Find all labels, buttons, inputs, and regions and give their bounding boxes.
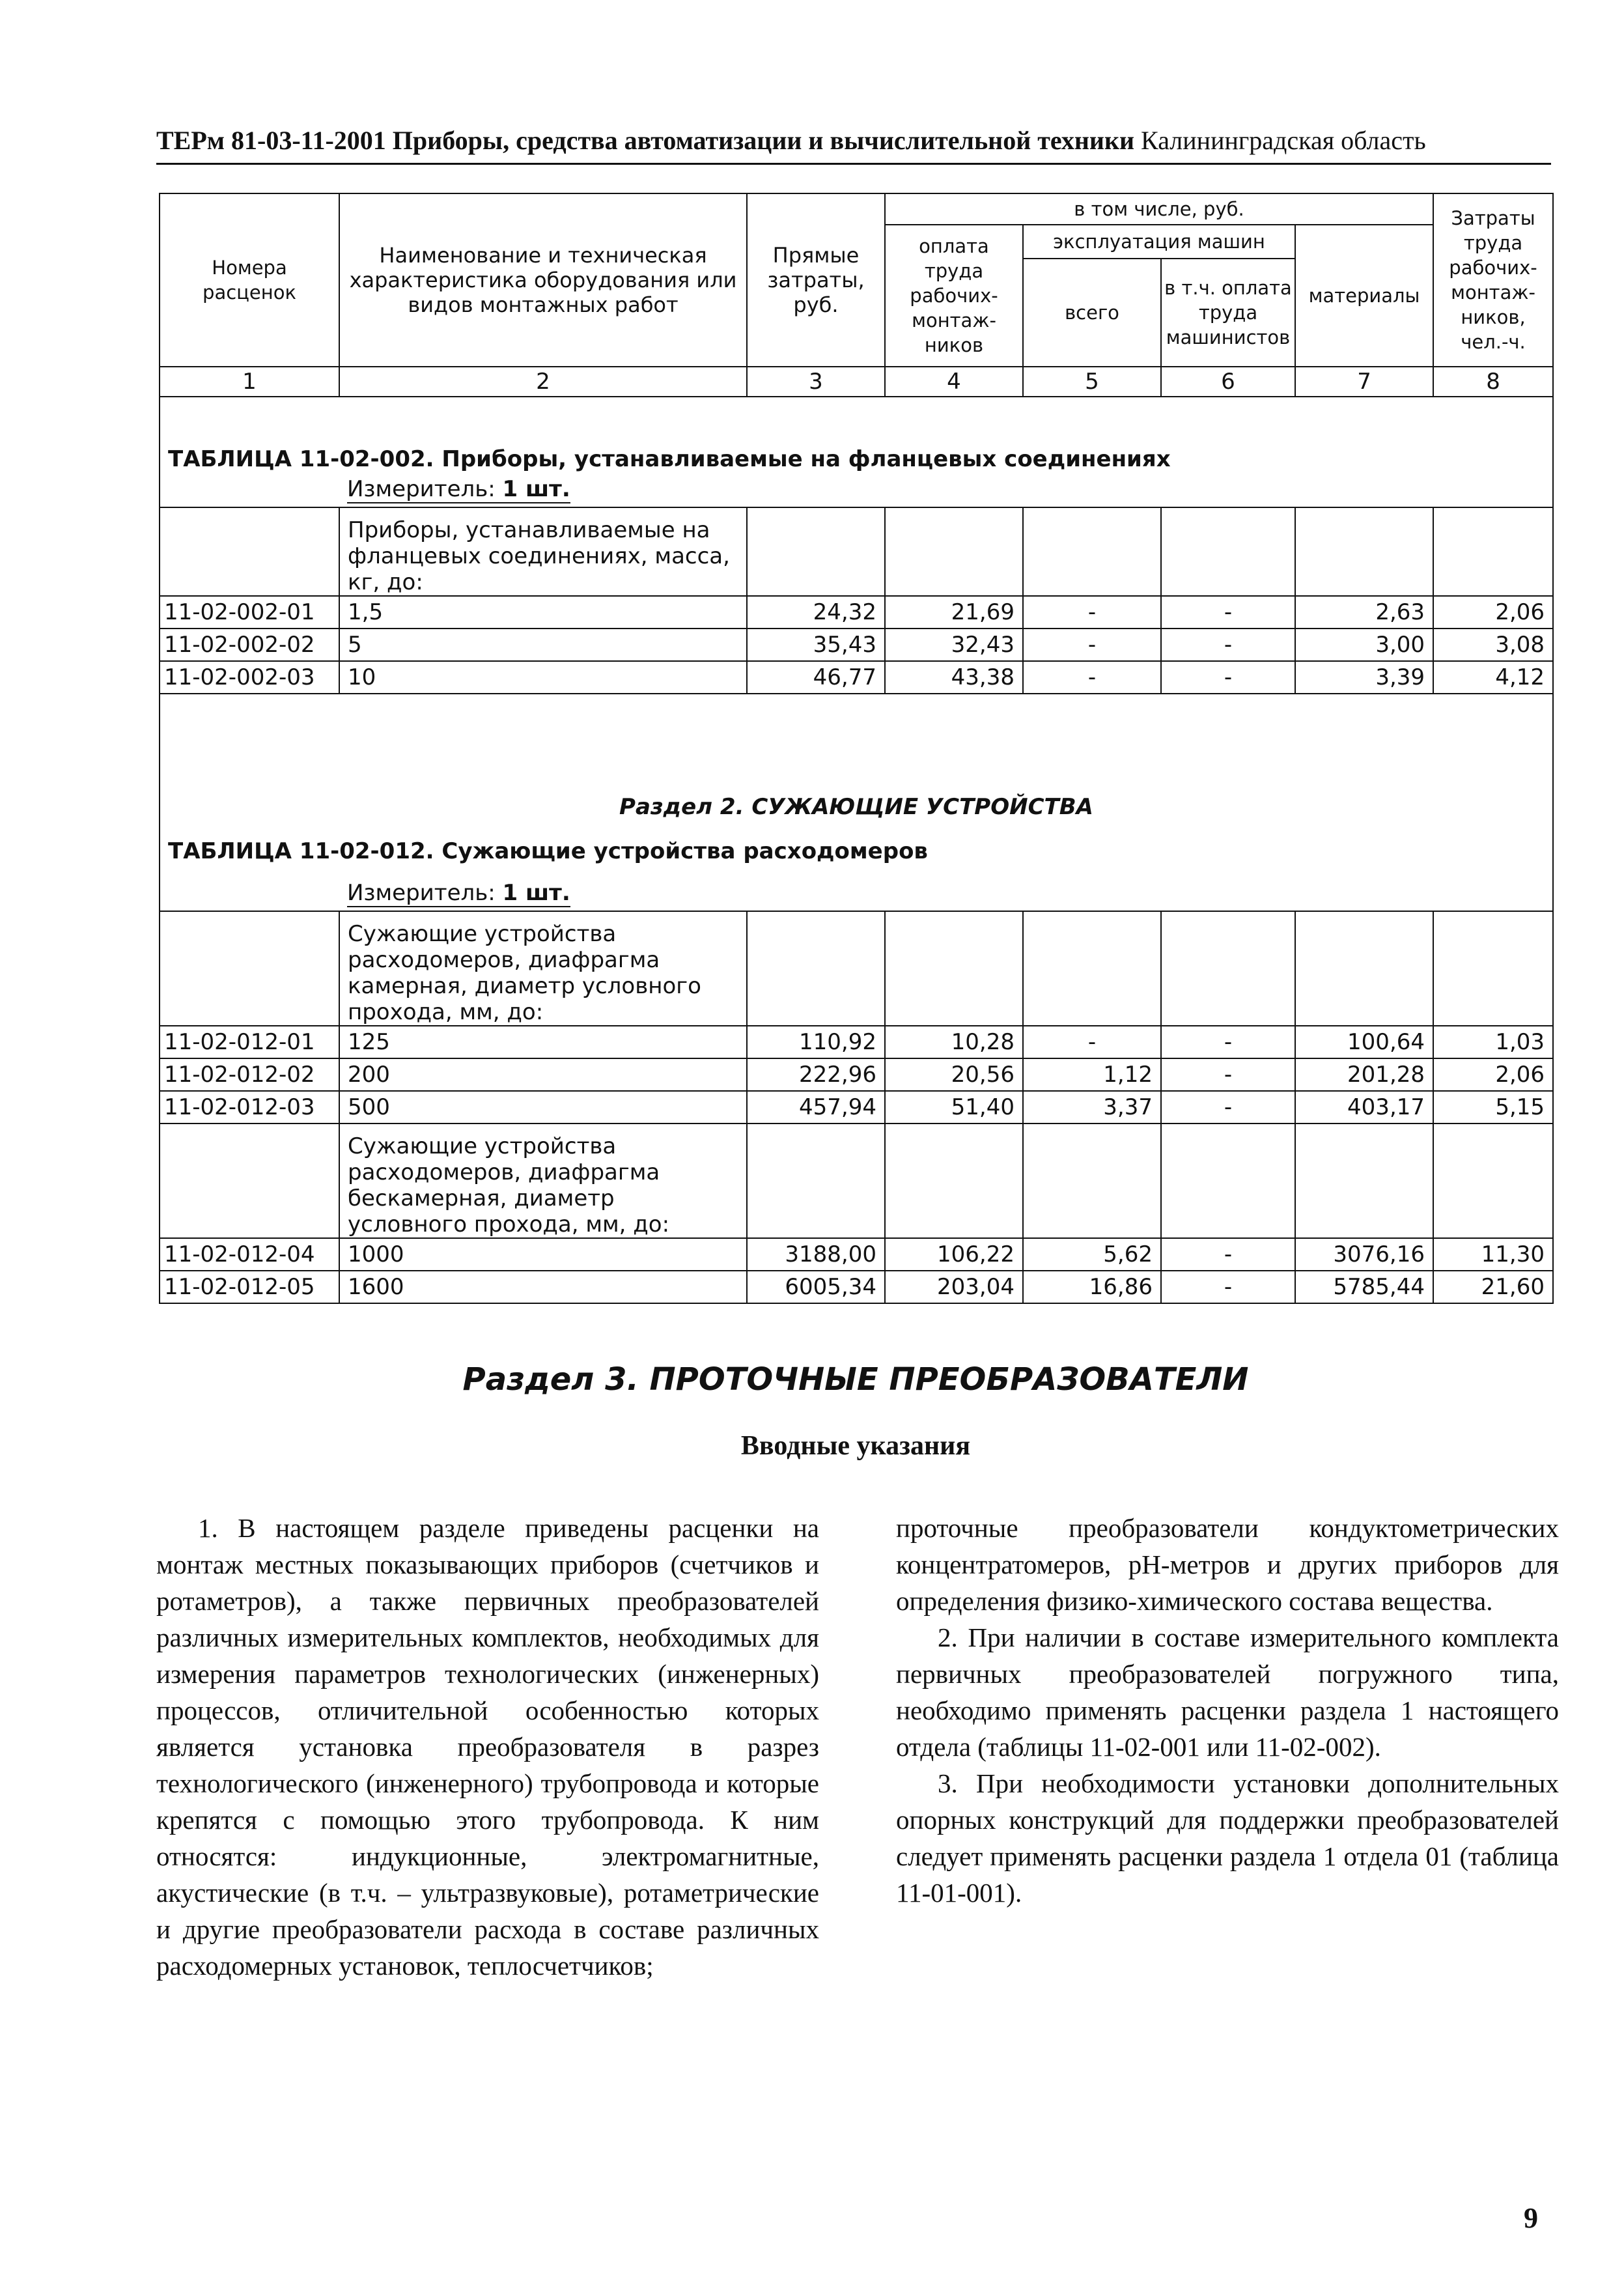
rate-machines: - (1023, 596, 1161, 629)
table2-description1: Сужающие устройства расходомеров, диафрагма камерная, диаметр условного прохода, мм, до: (339, 911, 747, 1026)
rate-hours: 3,08 (1433, 629, 1553, 661)
rate-code: 11-02-002-02 (160, 629, 339, 661)
measure-value: 1 шт. (502, 879, 570, 906)
header-code: ТЕРм 81-03-11-2001 (156, 126, 386, 155)
rate-hours: 11,30 (1433, 1238, 1553, 1271)
rate-materials: 5785,44 (1295, 1271, 1433, 1303)
empty-cell (1023, 1124, 1161, 1238)
empty-cell (1433, 911, 1553, 1026)
text-column-right (896, 1510, 1559, 1911)
rate-labor: 106,22 (885, 1238, 1023, 1271)
rate-code: 11-02-012-01 (160, 1026, 339, 1058)
header-title: Приборы, средства автоматизации и вычислительной техники (392, 126, 1135, 155)
desc-empty-code (160, 507, 339, 596)
measure-value: 1 шт. (502, 475, 570, 502)
rate-machines: 3,37 (1023, 1091, 1161, 1124)
page-header (156, 125, 1550, 156)
table-row (160, 1091, 1553, 1124)
col-num: 6 (1161, 367, 1295, 397)
rate-name: 1,5 (339, 596, 747, 629)
page-number: 9 (1524, 2202, 1538, 2234)
col-num: 1 (160, 367, 339, 397)
rate-machines: - (1023, 629, 1161, 661)
table-row (160, 596, 1553, 629)
head-col-hours: Затраты труда рабочих-монтаж-ников, чел.-ч. (1433, 193, 1553, 367)
empty-cell (1433, 1124, 1553, 1238)
section3-title: Раздел 3. ПРОТОЧНЫЕ ПРЕОБРАЗОВАТЕЛИ (462, 1361, 1249, 1398)
rate-machines: 5,62 (1023, 1238, 1161, 1271)
rate-direct: 222,96 (747, 1058, 885, 1091)
rate-materials: 403,17 (1295, 1091, 1433, 1124)
rate-direct: 35,43 (747, 629, 885, 661)
rate-hours: 1,03 (1433, 1026, 1553, 1058)
table-row (160, 1238, 1553, 1271)
rate-labor: 32,43 (885, 629, 1023, 661)
table2-title: ТАБЛИЦА 11-02-012. Сужающие устройства расходомеров (160, 827, 1553, 876)
rate-machines: 16,86 (1023, 1271, 1161, 1303)
rate-machinist: - (1161, 596, 1295, 629)
rate-labor: 20,56 (885, 1058, 1023, 1091)
rate-materials: 201,28 (1295, 1058, 1433, 1091)
rate-name: 125 (339, 1026, 747, 1058)
rate-materials: 3076,16 (1295, 1238, 1433, 1271)
table1-meas-spacer (160, 472, 339, 507)
empty-cell (1161, 1124, 1295, 1238)
paragraph-1: 1. В настоящем разделе приведены расценки на монтаж местных показывающих приборов (счетчиков и ротаметров), а также первичных преобразователей различных измерительных комплектов, необходимых для измерения параметров технологических (инженерных) процессов, отличительной особенностью которых является установка преобразователя в разрез технологического (инженерного) трубопровода и которые крепятся с помощью этого трубопровода. К ним относятся: индукционные, электромагнитные, акустические (в т.ч. – ультразвуковые), ротаметрические и другие преобразователи расхода в составе различных расходомерных установок, теплосчетчиков; (156, 1513, 819, 1981)
table2-description2: Сужающие устройства расходомеров, диафрагма бескамерная, диаметр условного прохода, мм, до: (339, 1124, 747, 1238)
text-column-left (156, 1510, 819, 1984)
head-col-materials: материалы (1295, 225, 1433, 367)
table-row (160, 629, 1553, 661)
rate-labor: 203,04 (885, 1271, 1023, 1303)
empty-cell (885, 911, 1023, 1026)
table1-measure (339, 472, 1553, 507)
rate-code: 11-02-002-01 (160, 596, 339, 629)
col-num: 8 (1433, 367, 1553, 397)
rate-machines: - (1023, 661, 1161, 694)
empty-cell (1023, 507, 1161, 596)
rate-name: 1600 (339, 1271, 747, 1303)
table-row (160, 1026, 1553, 1058)
col-num: 4 (885, 367, 1023, 397)
col-num: 3 (747, 367, 885, 397)
rate-materials: 3,39 (1295, 661, 1433, 694)
rate-labor: 51,40 (885, 1091, 1023, 1124)
rate-hours: 4,12 (1433, 661, 1553, 694)
rate-hours: 2,06 (1433, 1058, 1553, 1091)
head-col-name: Наименование и техническая характеристика оборудования или видов монтажных работ (339, 193, 747, 367)
empty-cell (1433, 507, 1553, 596)
rate-machinist: - (1161, 661, 1295, 694)
head-col-direct: Прямые затраты, руб. (747, 193, 885, 367)
empty-cell (1295, 507, 1433, 596)
measure-label: Измеритель: (347, 475, 496, 502)
rate-direct: 46,77 (747, 661, 885, 694)
empty-cell (747, 1124, 885, 1238)
rate-materials: 2,63 (1295, 596, 1433, 629)
rate-machinist: - (1161, 629, 1295, 661)
rate-machines: - (1023, 1026, 1161, 1058)
table2-meas-spacer (160, 876, 339, 911)
rate-machines: 1,12 (1023, 1058, 1161, 1091)
head-including: в том числе, руб. (885, 193, 1433, 225)
paragraph-3: 3. При необходимости установки дополнительных опорных конструкций для поддержки преобразователей следует применять расценки раздела 1 отдела 01 (таблица 11-01-001). (896, 1768, 1559, 1908)
header-region: Калининградская область (1141, 126, 1426, 155)
rate-name: 5 (339, 629, 747, 661)
rate-name: 500 (339, 1091, 747, 1124)
rate-materials: 100,64 (1295, 1026, 1433, 1058)
head-col-labor: оплата труда рабочих-монтаж-ников (885, 225, 1023, 367)
rate-name: 200 (339, 1058, 747, 1091)
rate-direct: 3188,00 (747, 1238, 885, 1271)
empty-cell (1295, 1124, 1433, 1238)
table1-description: Приборы, устанавливаемые на фланцевых соединениях, масса, кг, до: (339, 507, 747, 596)
table-row (160, 661, 1553, 694)
empty-cell (885, 1124, 1023, 1238)
col-num: 2 (339, 367, 747, 397)
table-row (160, 1058, 1553, 1091)
paragraph-2: 2. При наличии в составе измерительного комплекта первичных преобразователей погружного типа, необходимо применять расценки раздела 1 настоящего отдела (таблицы 11-02-001 или 11-02-002). (896, 1622, 1559, 1762)
head-col-total: всего (1023, 259, 1161, 367)
table2-measure (339, 876, 1553, 911)
empty-cell (747, 911, 885, 1026)
table-row (160, 1271, 1553, 1303)
rate-direct: 6005,34 (747, 1271, 885, 1303)
rate-direct: 24,32 (747, 596, 885, 629)
rate-name: 1000 (339, 1238, 747, 1271)
head-col-machinist: в т.ч. оплата труда машинистов (1161, 259, 1295, 367)
rate-machinist: - (1161, 1026, 1295, 1058)
empty-cell (1023, 911, 1161, 1026)
paragraph-1-continued: проточные преобразователи кондуктометрических концентратомеров, pH-метров и других приборов для определения физико-химического состава вещества. (896, 1513, 1559, 1616)
rate-hours: 21,60 (1433, 1271, 1553, 1303)
rates-table (159, 193, 1554, 1304)
section2-title: Раздел 2. СУЖАЮЩИЕ УСТРОЙСТВА (160, 694, 1553, 827)
rate-code: 11-02-012-05 (160, 1271, 339, 1303)
rate-machinist: - (1161, 1058, 1295, 1091)
rate-hours: 2,06 (1433, 596, 1553, 629)
rate-code: 11-02-012-04 (160, 1238, 339, 1271)
desc-empty-code (160, 1124, 339, 1238)
empty-cell (885, 507, 1023, 596)
head-col-codes: Номера расценок (160, 193, 339, 367)
empty-cell (1295, 911, 1433, 1026)
header-rule (156, 163, 1551, 165)
rate-code: 11-02-012-03 (160, 1091, 339, 1124)
rate-code: 11-02-012-02 (160, 1058, 339, 1091)
rate-direct: 457,94 (747, 1091, 885, 1124)
rate-machinist: - (1161, 1271, 1295, 1303)
empty-cell (747, 507, 885, 596)
intro-title: Вводные указания (740, 1431, 971, 1461)
empty-cell (1161, 911, 1295, 1026)
col-num: 7 (1295, 367, 1433, 397)
rate-labor: 43,38 (885, 661, 1023, 694)
rate-code: 11-02-002-03 (160, 661, 339, 694)
rate-direct: 110,92 (747, 1026, 885, 1058)
measure-label: Измеритель: (347, 879, 496, 906)
desc-empty-code (160, 911, 339, 1026)
rate-hours: 5,15 (1433, 1091, 1553, 1124)
rate-machinist: - (1161, 1091, 1295, 1124)
rate-materials: 3,00 (1295, 629, 1433, 661)
col-num: 5 (1023, 367, 1161, 397)
rate-labor: 10,28 (885, 1026, 1023, 1058)
empty-cell (1161, 507, 1295, 596)
rate-name: 10 (339, 661, 747, 694)
table1-title: ТАБЛИЦА 11-02-002. Приборы, устанавливаемые на фланцевых соединениях (160, 397, 1553, 472)
head-exploitation: эксплуатация машин (1023, 225, 1295, 259)
rate-labor: 21,69 (885, 596, 1023, 629)
rate-machinist: - (1161, 1238, 1295, 1271)
